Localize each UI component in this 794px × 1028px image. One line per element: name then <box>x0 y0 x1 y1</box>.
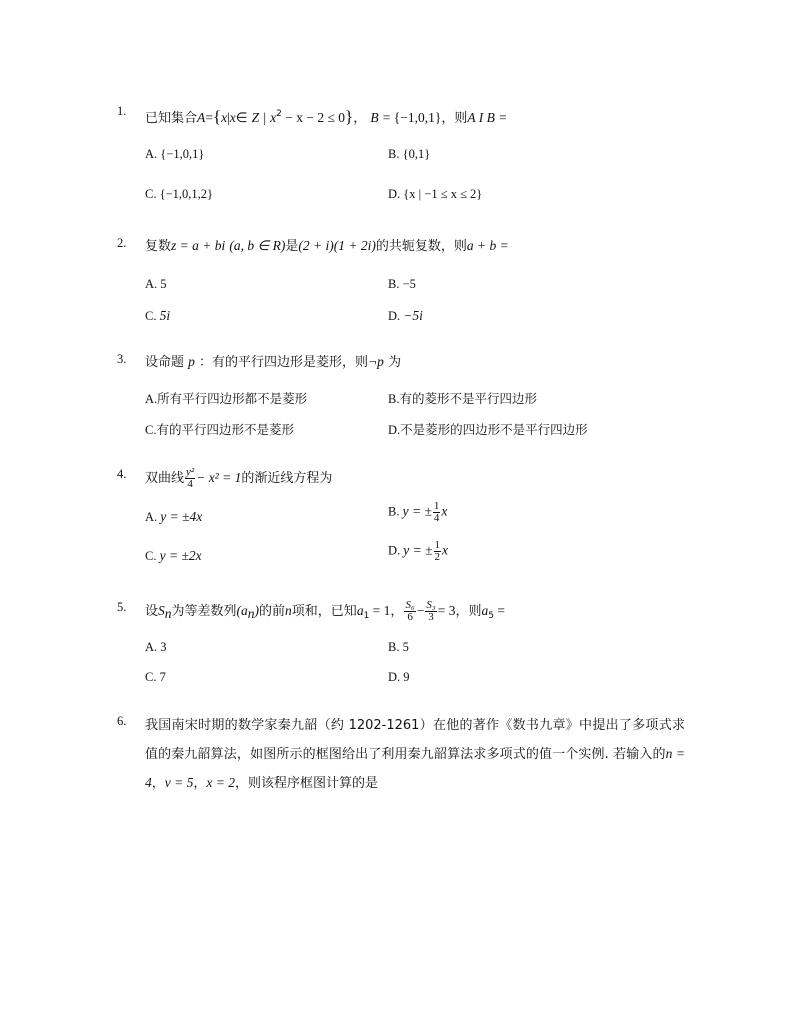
fraction: $\frac{\text{y²}}{4}$ <box>186 466 195 490</box>
fraction: $\frac{\text{S₃}}{3}$ <box>426 599 436 623</box>
fraction: $\frac{1}{2}$ <box>434 539 441 563</box>
option-d[interactable]: D. y = ± $\frac{1}{2}$ x <box>388 539 449 563</box>
option-c[interactable]: C. {−1,0,1,2} <box>145 187 214 201</box>
option-d[interactable]: D. {x | −1 ≤ x ≤ 2} <box>388 187 483 201</box>
question-number: 5. <box>117 600 127 614</box>
question-stem: 设命题 p ：有的平行四边形是菱形，则¬p 为 <box>145 354 402 370</box>
question-number: 2. <box>117 236 127 250</box>
option-d[interactable]: D. 9 <box>388 670 410 684</box>
option-c[interactable]: C. y = ±2x <box>145 548 202 563</box>
fraction: $\frac{1}{4}$ <box>433 500 440 524</box>
option-a[interactable]: A. y = ±4x <box>145 509 203 524</box>
fraction: $\frac{\text{S₆}}{6}$ <box>405 599 415 623</box>
option-b[interactable]: B.有的菱形不是平行四边形 <box>388 391 537 406</box>
option-b[interactable]: B. {0,1} <box>388 147 431 161</box>
option-b[interactable]: B. 5 <box>388 640 409 654</box>
question-stem: 双曲线 $\frac{\text{y²}}{4}$ − x² = 1的渐近线方程为 <box>145 466 333 490</box>
question-number: 4. <box>117 467 127 481</box>
question-number: 1. <box>117 104 127 118</box>
option-c[interactable]: C. 7 <box>145 670 166 684</box>
option-a[interactable]: A. 5 <box>145 277 167 291</box>
option-b[interactable]: B. −5 <box>388 277 416 291</box>
option-d[interactable]: D. −5i <box>388 308 423 323</box>
question-number: 3. <box>117 352 127 366</box>
question-paragraph: 我国南宋时期的数学家秦九韶（约 1202-1261）在他的著作《数书九章》中提出了多项式求值的秦九韶算法，如图所示的框图给出了利用秦九韶算法求多项式的值一个实例. 若输入的n = 4，v = 5，x = 2，则该程序框图计算的是 <box>145 718 685 791</box>
option-a[interactable]: A. 3 <box>145 640 167 654</box>
question-stem: 设$S_n$为等差数列$(a_n)$的前n项和，已知$a_1 = 1$， $\frac{\text{S₆}}{6}$ − $\frac{\text{S₃}}{3}$ = 3，则$a_5$ = <box>145 599 505 623</box>
option-b[interactable]: B. y = ± $\frac{1}{4}$ x <box>388 500 448 524</box>
option-a[interactable]: A.所有平行四边形都不是菱形 <box>145 391 308 406</box>
question-stem: 已知集合A={x|x∈ Z | $x^2 - x - 2 \le 0$}， B = {−1,0,1}，则A I B = <box>145 107 508 126</box>
option-a[interactable]: A. {−1,0,1} <box>145 147 205 161</box>
option-c[interactable]: C. 5i <box>145 308 171 323</box>
question-stem: 复数z = a + bi (a, b ∈ R)是(2 + i)(1 + 2i)的共轭复数，则a + b = <box>145 238 509 254</box>
option-d[interactable]: D.不是菱形的四边形不是平行四边形 <box>388 422 588 437</box>
question-number: 6. <box>117 714 127 728</box>
option-c[interactable]: C.有的平行四边形不是菱形 <box>145 422 294 437</box>
